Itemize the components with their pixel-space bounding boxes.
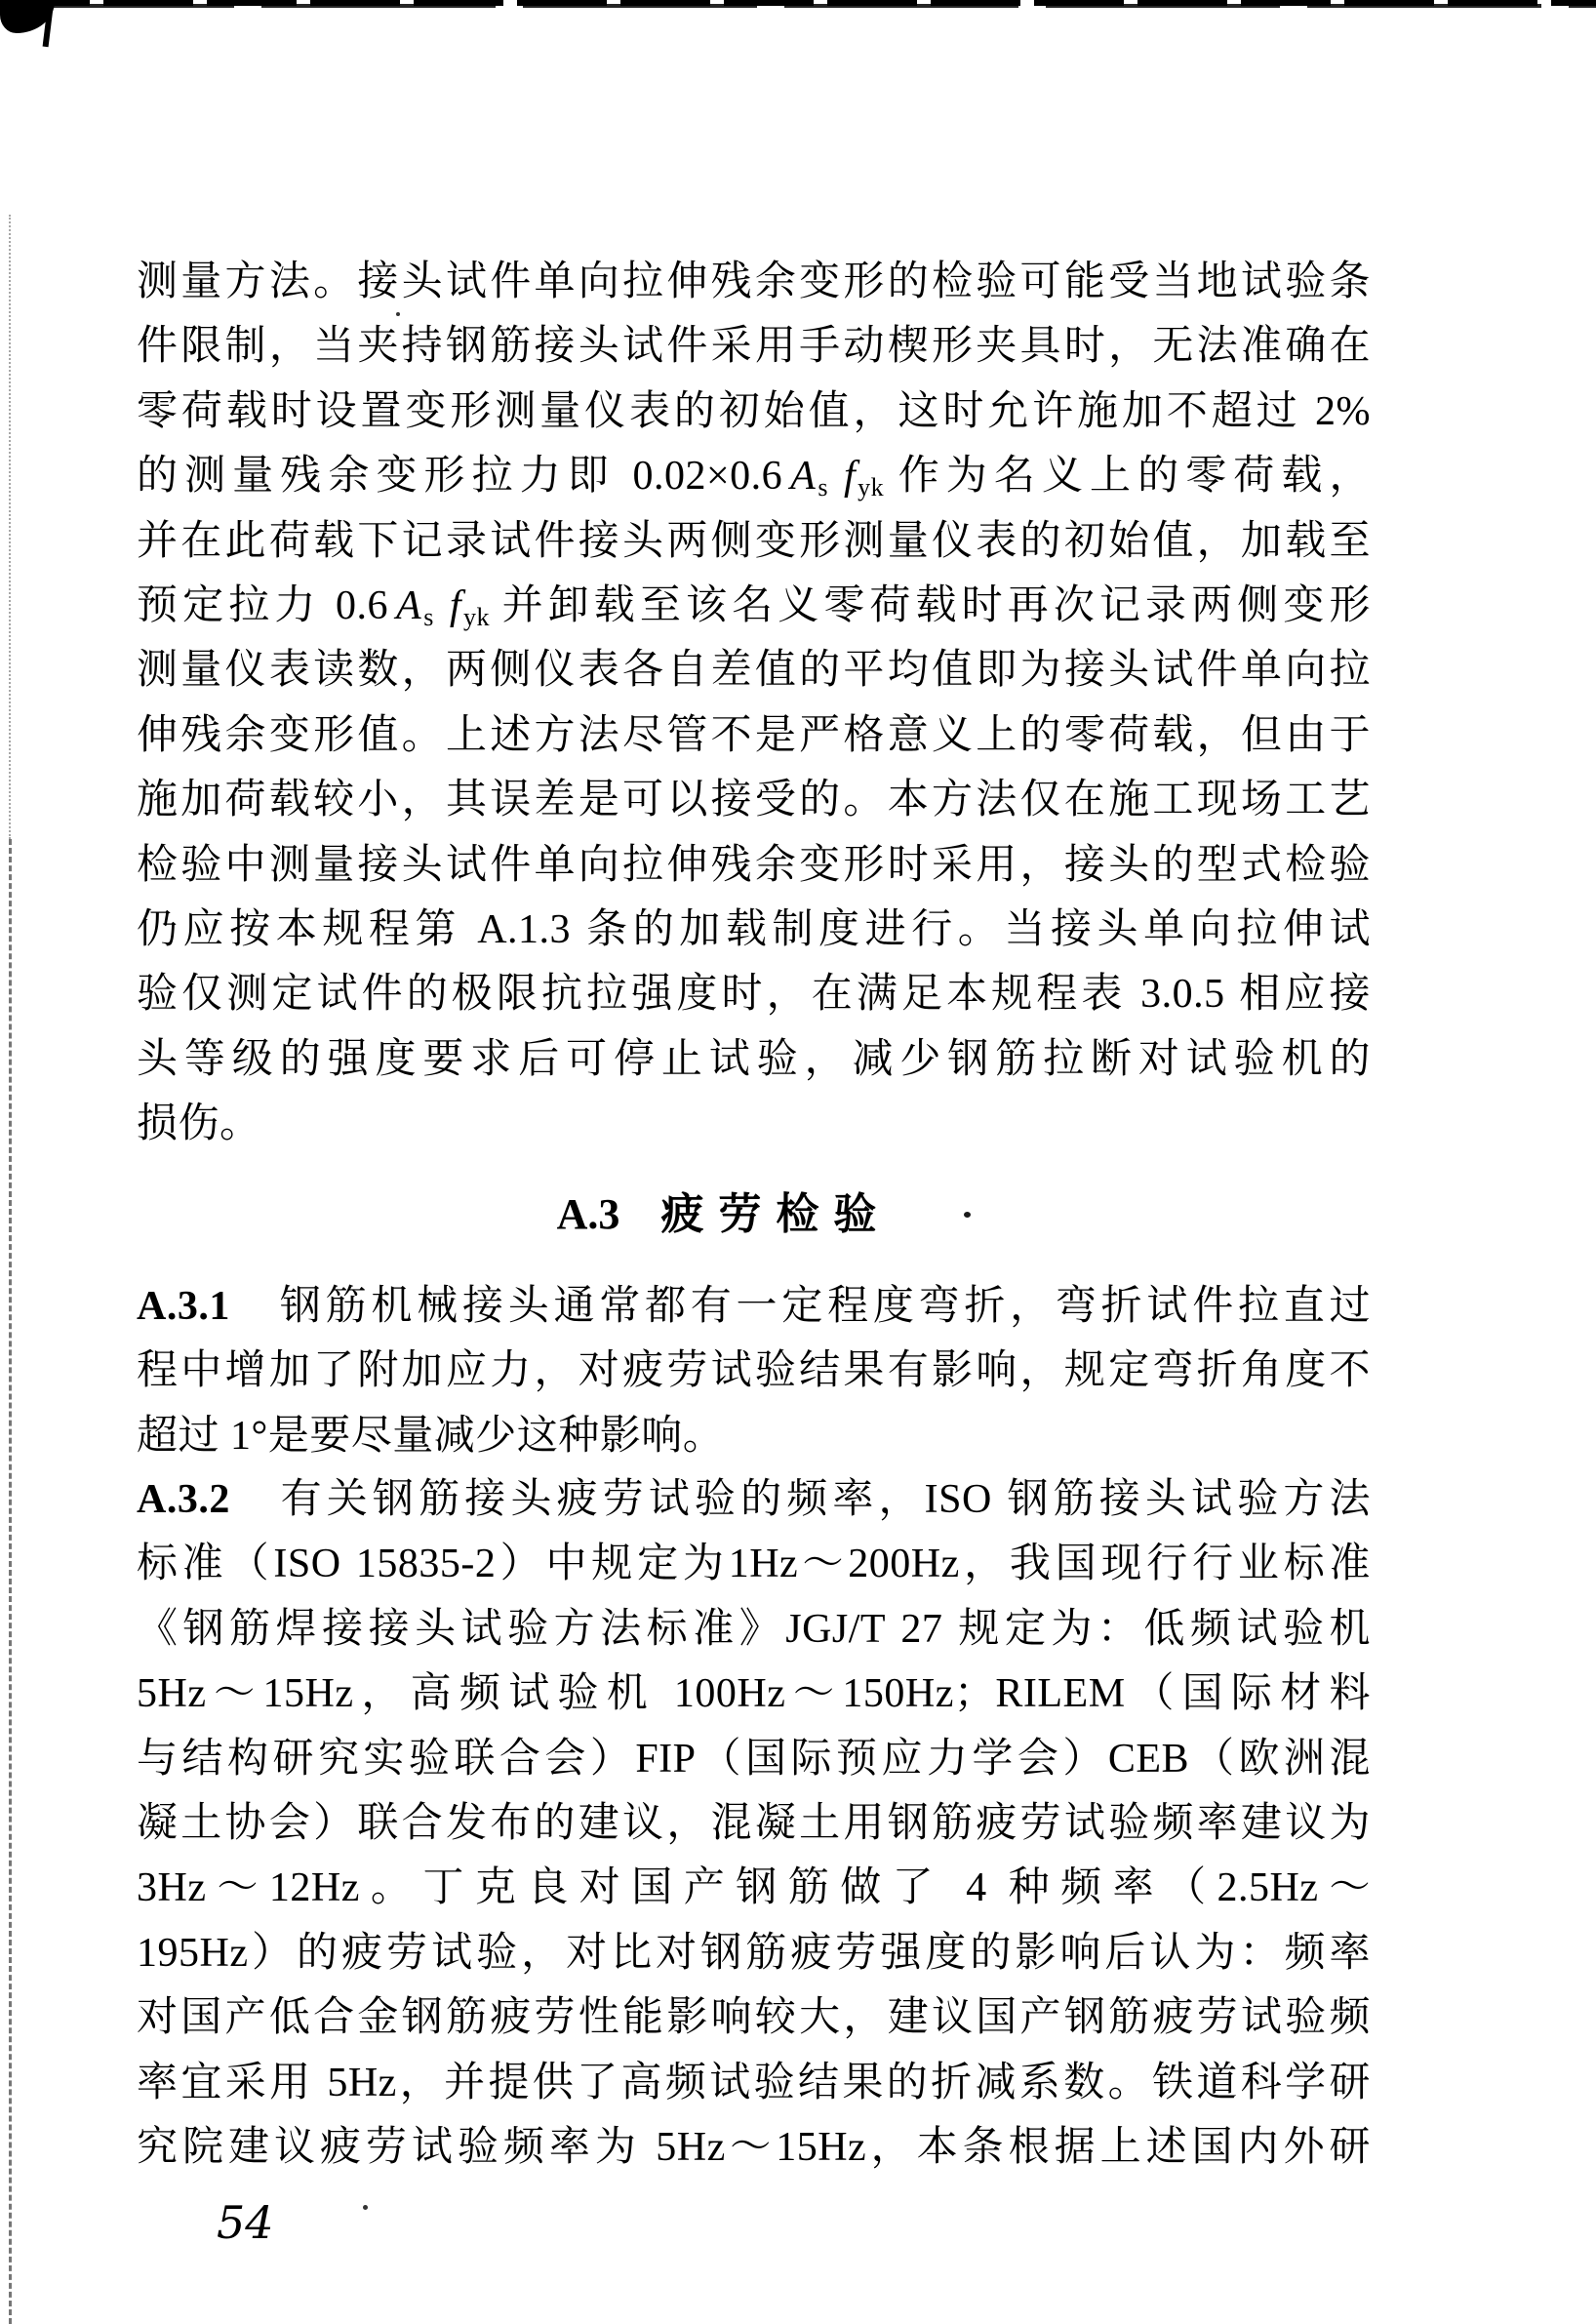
text-line — [137, 1339, 1371, 1403]
text-run: 伸残余变形值。上述方法尽管不是严格意义上的零荷载，但由于 — [137, 712, 1371, 758]
text-line — [137, 1727, 1371, 1791]
math-subscript: yk — [462, 603, 490, 632]
text-line — [137, 1597, 1371, 1662]
text-run: 零荷载时设置变形测量仪表的初始值，这时允许施加不超过 2% — [137, 388, 1371, 434]
text-line — [137, 1092, 1371, 1156]
scan-artifact-top-edge2 — [0, 4, 1596, 8]
text-line — [137, 833, 1371, 898]
text-line — [137, 1027, 1371, 1092]
text-run: 预定拉力 0.6 — [137, 582, 389, 628]
text-run: 凝土协会）联合发布的建议，混凝土用钢筋疲劳试验频率建议为 — [137, 1800, 1371, 1846]
math-variable: f — [843, 454, 857, 500]
scan-artifact-left-edge-dots — [9, 215, 11, 839]
text-run: 超过 1°是要尽量减少这种影响。 — [137, 1413, 725, 1459]
text-run: 程中增加了附加应力，对疲劳试验结果有影响，规定弯折角度不 — [137, 1348, 1371, 1394]
text-line — [137, 1856, 1371, 1920]
math-variable: f — [449, 582, 461, 628]
text-line — [137, 1662, 1371, 1726]
text-run: 195Hz）的疲劳试验，对比对钢筋疲劳强度的影响后认为：频率 — [137, 1930, 1371, 1976]
text-run: 损伤。 — [137, 1102, 261, 1147]
text-line — [137, 444, 1371, 508]
text-run: 的测量残余变形拉力即 0.02×0.6 — [137, 454, 783, 500]
text-run: 钢筋机械接头通常都有一定程度弯折，弯折试件拉直过 — [229, 1284, 1371, 1329]
text-run: 对国产低合金钢筋疲劳性能影响较大，建议国产钢筋疲劳试验频 — [137, 1995, 1371, 2041]
text-run: 5Hz～15Hz，高频试验机 100Hz～150Hz；RILEM（国际材料 — [137, 1671, 1371, 1717]
text-line — [137, 898, 1371, 962]
text-line — [137, 768, 1371, 832]
text-line — [137, 250, 1371, 314]
text-run: 施加荷载较小，其误差是可以接受的。本方法仅在施工现场工艺 — [137, 778, 1371, 823]
text-run: 《钢筋焊接接头试验方法标准》JGJ/T 27 规定为：低频试验机 — [137, 1606, 1371, 1652]
section-title: 疲 劳 检 验 — [660, 1190, 879, 1238]
text-line — [137, 2051, 1371, 2115]
section-heading — [100, 1182, 1335, 1247]
math-subscript: s — [818, 473, 828, 502]
text-run: 作为名义上的零荷载， — [892, 454, 1371, 500]
page-number: 54 — [217, 2196, 274, 2249]
section-number: A.3 — [556, 1190, 620, 1238]
text-line — [137, 703, 1371, 768]
paragraph-continuation — [137, 250, 1371, 1156]
math-variable: A — [396, 582, 422, 628]
text-run: 头等级的强度要求后可停止试验，减少钢筋拉断对试验机的 — [137, 1036, 1371, 1082]
text-line — [137, 1404, 1371, 1468]
text-line — [137, 1791, 1371, 1856]
text-line — [137, 2115, 1371, 2180]
text-run: 3Hz～12Hz。丁克良对国产钢筋做了 4 种频率（2.5Hz～ — [137, 1865, 1371, 1911]
clause-number: A.3.2 — [137, 1477, 230, 1522]
scan-artifact-left-edge-dashes — [9, 839, 12, 2324]
math-subscript: s — [423, 603, 434, 632]
clause-a32-paragraph — [137, 1467, 1371, 2180]
clause-a31-paragraph — [137, 1274, 1371, 1468]
text-line — [137, 638, 1371, 702]
text-line — [137, 1921, 1371, 1985]
text-run: 检验中测量接头试件单向拉伸残余变形时采用，接头的型式检验 — [137, 842, 1371, 888]
text-run: 与结构研究实验联合会）FIP（国际预应力学会）CEB（欧洲混 — [137, 1736, 1371, 1782]
text-run: 率宜采用 5Hz，并提供了高频试验结果的折减系数。铁道科学研 — [137, 2060, 1371, 2105]
text-line — [137, 1532, 1371, 1596]
text-line — [137, 380, 1371, 444]
ink-speck — [363, 2205, 368, 2210]
text-run: 仍应按本规程第 A.1.3 条的加载制度进行。当接头单向拉伸试 — [137, 906, 1371, 952]
text-run: 测量方法。接头试件单向拉伸残余变形的检验可能受当地试验条 — [137, 260, 1371, 304]
text-line — [137, 1985, 1371, 2050]
text-run: 并卸载至该名义零荷载时再次记录两侧变形 — [497, 582, 1371, 628]
text-line — [137, 509, 1371, 574]
text-run: 并在此荷载下记录试件接头两侧变形测量仪表的初始值，加载至 — [137, 518, 1371, 564]
text-run: 标准（ISO 15835-2）中规定为1Hz～200Hz，我国现行行业标准 — [137, 1542, 1371, 1587]
text-run: 究院建议疲劳试验频率为 5Hz～15Hz，本条根据上述国内外研 — [137, 2124, 1371, 2170]
clause-number: A.3.1 — [137, 1284, 230, 1329]
text-run: 测量仪表读数，两侧仪表各自差值的平均值即为接头试件单向拉 — [137, 648, 1371, 694]
text-line — [137, 1274, 1371, 1339]
text-line — [137, 574, 1371, 638]
text-run: 验仅测定试件的极限抗拉强度时，在满足本规程表 3.0.5 相应接 — [137, 972, 1371, 1018]
text-line — [137, 314, 1371, 379]
text-line — [137, 1467, 1371, 1532]
text-run: 有关钢筋接头疲劳试验的频率，ISO 钢筋接头试验方法 — [229, 1477, 1371, 1522]
text-line — [137, 962, 1371, 1026]
math-variable: A — [790, 454, 817, 500]
text-run: 件限制，当夹持钢筋接头试件采用手动楔形夹具时，无法准确在 — [137, 324, 1371, 370]
math-subscript: yk — [858, 473, 885, 502]
